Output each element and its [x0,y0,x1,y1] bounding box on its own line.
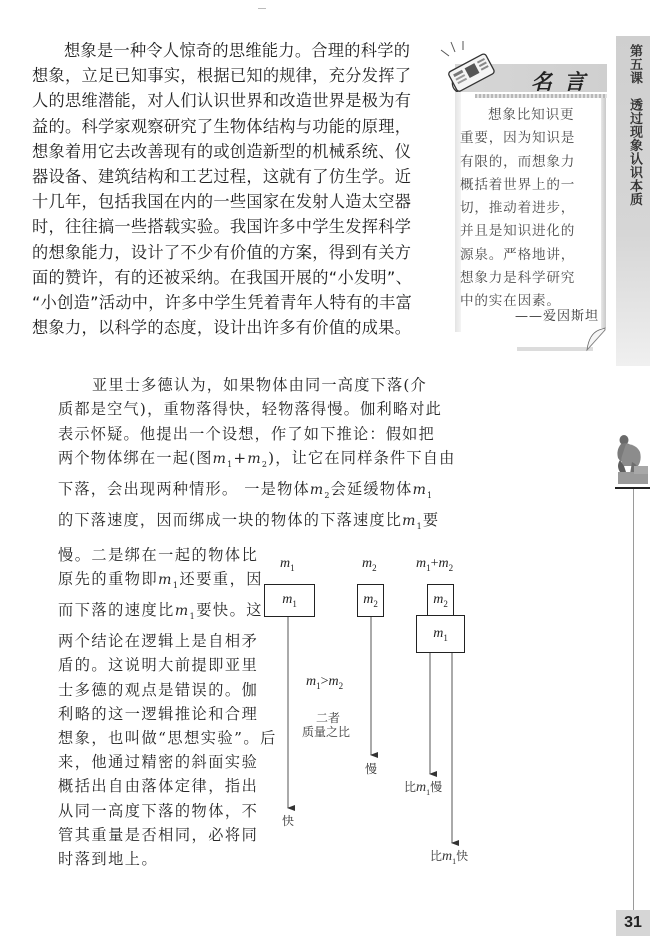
text-line: 来，他通过精密的斜面实验 [58,753,259,772]
result-combined-faster-than-m1: 比$m_1$快 [430,849,469,866]
text-line: 管其重量是否相同，必将同 [58,825,259,844]
text-line: 时落到地上。 [58,850,159,869]
note-line1: 二者 [316,711,341,725]
text-line: 想象，立足已知事实，根据已知的规律，充分发挥了 [32,66,412,86]
text-line [58,477,544,508]
text-line: 的想象能力，设计了不少有价值的方案，得到有关方 [32,242,412,262]
text-line: 想象力，以科学的态度，设计出许多有价值的成果。 [32,318,412,338]
math-m1: $m_1$ [158,572,180,590]
text-line: 十几年，包括我国在内的一些国家在发射人造太空器 [32,192,412,212]
text-segment: 两个物体绑在一起(图 [58,448,213,467]
text-line: 原先的重物即$m_1$还要重，因 [58,570,263,590]
page-number: 31 [616,910,650,936]
text-line: 表示怀疑。他提出一个设想，作了如下推论：假如把 [58,424,435,443]
text-segment: 会延缓物体 [330,479,413,498]
text-line: 盾的。这说明大前提即亚里 [58,656,259,675]
paragraph-imagination [32,38,424,340]
text-line: 想象是一种令人惊奇的思维能力。合理的科学的 [64,41,411,60]
math-plus: + [233,448,248,467]
math-m1: $m_1$ [174,603,197,621]
quote-line: 中的实在因素。 [460,293,561,310]
text-line: 概括出自由落体定律，指出 [58,777,259,796]
text-line: “小创造”活动中，许多中学生凭着青年人特有的丰富 [32,293,413,313]
quote-text [460,104,600,314]
text-segment: 下落，会出现两种情形。 一是物体 [58,479,310,498]
note-line2: 质量之比 [302,725,351,739]
result-m1-fast: 快 [282,814,295,828]
combined-box-m2: $m_2$ [427,584,454,617]
chapter-side-tab [616,36,650,366]
box-m1: $m_1$ [264,584,315,617]
quote-author: ——爱因斯坦 [514,309,599,324]
text-line: 两个结论在逻辑上是自相矛 [58,632,259,651]
text-line: 想象着用它去改善现有的或创造新型的机械系统、仪 [32,141,412,161]
result-m2-slow: 慢 [365,762,378,776]
text-segment: 的下落速度，因而绑成一块的物体的下落速度比 [58,511,403,530]
text-line: 士多德的观点是错误的。伽 [58,680,259,699]
text-line [58,446,544,477]
math-m1: $m_1$ [412,481,434,500]
scan-mark [258,8,266,9]
quote-line: 源泉。严格地讲， [460,246,576,263]
quote-line: 有限的，而想象力 [460,153,576,170]
chapter-title: 第五课 透过现象认识本质 [627,44,642,206]
quote-title: 名言 [531,69,597,94]
text-line [58,508,544,539]
result-combined-slower-than-m1: 比$m_1$慢 [404,780,443,797]
quote-line: 想象力是科学研究 [460,270,576,287]
page-curl-icon [585,326,607,352]
paragraph-galileo [58,543,277,871]
quote-border-right [601,98,606,328]
text-line: 慢。二是绑在一起的物体比 [58,546,259,564]
box-m2: $m_2$ [357,584,384,617]
text-line: 时，往往搞一些搭载实验。我国许多中学生发挥科学 [32,217,412,237]
text-line: 人的思维潜能，对人们认识世界和改造世界是极为有 [32,91,412,111]
math-m2: $m_2$ [309,481,331,500]
quote-line: 切，推动着进步， [460,200,576,217]
math-m2: $m_2$ [247,450,269,469]
text-line: 亚里士多德认为，如果物体由同一高度下落(介 [92,376,427,394]
text-line: 面的赞许，有的还被采纳。在我国开展的“小发明”、 [32,267,413,287]
text-line: 质都是空气)，重物落得快，轻物落得慢。伽利略对此 [58,400,443,419]
text-line: 器设备、建筑结构和工艺过程，这就有了仿生学。近 [32,167,412,187]
text-line: 益的。科学家观察研究了生物体结构与功能的原理， [32,116,412,136]
paragraph-aristotle [58,373,544,539]
text-line: 利略的这一逻辑推论和合理 [58,704,259,723]
label-m1-plus-m2: $m_1+m_2$ [416,556,454,573]
text-line: 从同一高度下落的物体，不 [58,801,259,820]
label-m2: $m_2$ [362,556,377,573]
famous-quote-box [445,58,603,354]
quote-line: 重要，因为知识是 [460,130,576,147]
math-m1: $m_1$ [212,450,234,469]
quote-border-bottom [517,347,593,351]
newspaper-icon [439,40,503,100]
combined-box-m1: $m_1$ [416,615,465,653]
math-m1: $m_1$ [402,513,423,531]
text-segment: 要 [422,511,440,530]
relation-m1-gt-m2: $m_1>m_2$ [306,674,344,691]
thinker-statue-icon [612,432,650,484]
quote-line: 想象比知识更 [488,107,575,123]
text-segment: )，让它在同样条件下自由 [268,448,456,467]
margin-rule [633,489,634,910]
text-line: 而下落的速度比$m_1$要快。这 [58,601,263,621]
quote-line: 并且是知识进化的 [460,223,576,240]
label-m1: $m_1$ [280,556,295,573]
quote-line: 概括着世界上的一 [460,176,576,193]
text-line: 想象，也叫做“思想实验”。后 [58,729,277,748]
